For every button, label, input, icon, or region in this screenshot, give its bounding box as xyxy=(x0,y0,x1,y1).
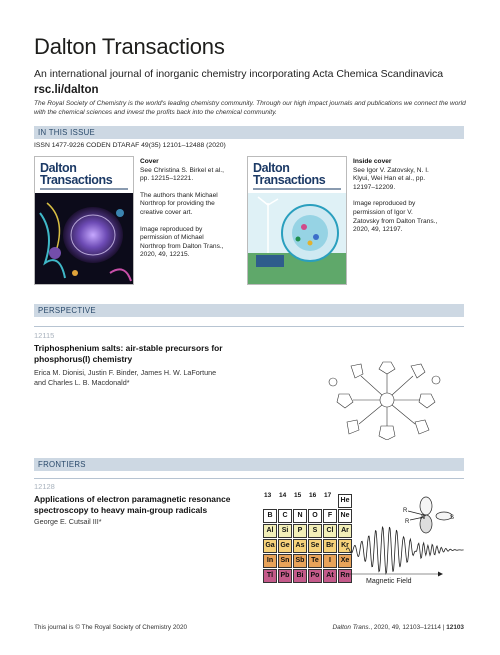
cover-art xyxy=(35,193,134,285)
element-cell: Ge xyxy=(278,539,292,553)
rsc-blurb: The Royal Society of Chemistry is the world's leading chemistry community. Through our high impact journals and publications we connect the world with the chemical sciences and invest the profits back into the chemical community. xyxy=(34,100,466,116)
inside-cover-art xyxy=(248,193,347,285)
inside-cover-image xyxy=(247,156,347,285)
element-cell: O xyxy=(308,509,322,523)
element-cell: Pb xyxy=(278,569,292,583)
frontiers-page-number: 12128 xyxy=(34,482,55,491)
element-cell: F xyxy=(323,509,337,523)
footer-copyright: This journal is © The Royal Society of Chemistry 2020 xyxy=(34,624,188,631)
section-bar-perspective: PERSPECTIVE xyxy=(34,304,464,317)
element-cell: He xyxy=(338,494,352,508)
section-bar-frontiers: FRONTIERS xyxy=(34,458,464,471)
element-cell: S xyxy=(308,524,322,538)
footer-citation: Dalton Trans., 2020, 49, 12103–12114 | 12103 xyxy=(332,624,464,631)
element-cell: Xe xyxy=(338,554,352,568)
element-cell: N xyxy=(293,509,307,523)
element-cell: Cl xyxy=(323,524,337,538)
inside-cover-logo: Dalton Transactions xyxy=(253,161,326,187)
inside-cover-heading: Inside cover xyxy=(353,158,392,165)
element-cell: Si xyxy=(278,524,292,538)
orbital-label-r2: R xyxy=(405,519,410,525)
group-header: 14 xyxy=(279,492,287,499)
element-cell: Kr xyxy=(338,539,352,553)
epr-spectrum xyxy=(346,490,466,590)
orbital-label-ar: Ar xyxy=(420,515,426,521)
inside-cover-ref: See Igor V. Zatovsky, N. I. Klyui, Wei Han et al., pp. 12197–12209. xyxy=(353,166,429,191)
element-cell: Ne xyxy=(338,509,352,523)
cover-thanks: The authors thank Michael Northrop for providing the creative cover art. xyxy=(140,191,218,216)
cover-logo: Dalton Transactions xyxy=(40,161,113,187)
element-cell: Rn xyxy=(338,569,352,583)
section-bar-in-this-issue: IN THIS ISSUE xyxy=(34,126,464,139)
group-header: 16 xyxy=(309,492,317,499)
element-cell: I xyxy=(323,554,337,568)
perspective-title[interactable]: Triphosphenium salts: air-stable precursors for phosphorus(I) chemistry xyxy=(34,343,223,364)
element-cell: C xyxy=(278,509,292,523)
element-cell: At xyxy=(323,569,337,583)
cover-ref: See Christina S. Birkel et al., pp. 12215–12221. xyxy=(140,166,224,183)
cover-credit: Image reproduced by permission of Michael Northrop from Dalton Trans., 2020, 49, 12215. xyxy=(140,225,224,259)
epr-axis-label: Magnetic Field xyxy=(366,578,412,585)
element-cell: In xyxy=(263,554,277,568)
orbital-label-r1: R xyxy=(403,508,408,514)
frontiers-rule xyxy=(34,478,464,479)
orbital-label-s: S xyxy=(450,515,455,521)
cover-image xyxy=(34,156,134,285)
element-cell: Te xyxy=(308,554,322,568)
element-cell: Sb xyxy=(293,554,307,568)
perspective-reaction-scheme xyxy=(325,360,450,440)
orbital-diagram xyxy=(408,497,455,533)
element-cell: Ar xyxy=(338,524,352,538)
element-cell: Ga xyxy=(263,539,277,553)
issn-line: ISSN 1477-9226 CODEN DTARAF 49(35) 12101–12488 (2020) xyxy=(34,142,226,149)
group-header: 13 xyxy=(264,492,272,499)
perspective-page-number: 12115 xyxy=(34,331,55,340)
frontiers-title[interactable]: Applications of electron paramagnetic resonance spectroscopy to heavy main-group radicals xyxy=(34,494,231,515)
cover-header-rule xyxy=(40,188,128,190)
element-cell: Se xyxy=(308,539,322,553)
journal-title: Dalton Transactions xyxy=(34,34,225,59)
inside-cover-credit: Image reproduced by permission of Igor V. Zatovsky from Dalton Trans., 2020, 49, 12197. xyxy=(353,200,438,234)
element-cell: Po xyxy=(308,569,322,583)
journal-subtitle: An international journal of inorganic chemistry incorporating Acta Chemica Scandinavica xyxy=(34,68,444,80)
cover-caption xyxy=(140,158,228,268)
group-header: 17 xyxy=(324,492,332,499)
element-cell: Sn xyxy=(278,554,292,568)
cover-heading: Cover xyxy=(140,158,159,165)
journal-site-link[interactable]: rsc.li/dalton xyxy=(34,84,99,96)
element-cell: As xyxy=(293,539,307,553)
inside-cover-caption xyxy=(353,158,441,243)
element-cell: P xyxy=(293,524,307,538)
perspective-authors: Erica M. Dionisi, Justin F. Binder, James H. W. LaFortune and Charles L. B. Macdonald* xyxy=(34,368,217,387)
element-cell: Bi xyxy=(293,569,307,583)
group-header: 15 xyxy=(294,492,302,499)
element-cell: Al xyxy=(263,524,277,538)
epr-axis-arrow xyxy=(438,572,443,577)
frontiers-authors: George E. Cutsail III* xyxy=(34,517,102,526)
element-cell: Tl xyxy=(263,569,277,583)
element-cell: Br xyxy=(323,539,337,553)
perspective-rule xyxy=(34,326,464,327)
element-cell: B xyxy=(263,509,277,523)
inside-cover-header-rule xyxy=(253,188,341,190)
